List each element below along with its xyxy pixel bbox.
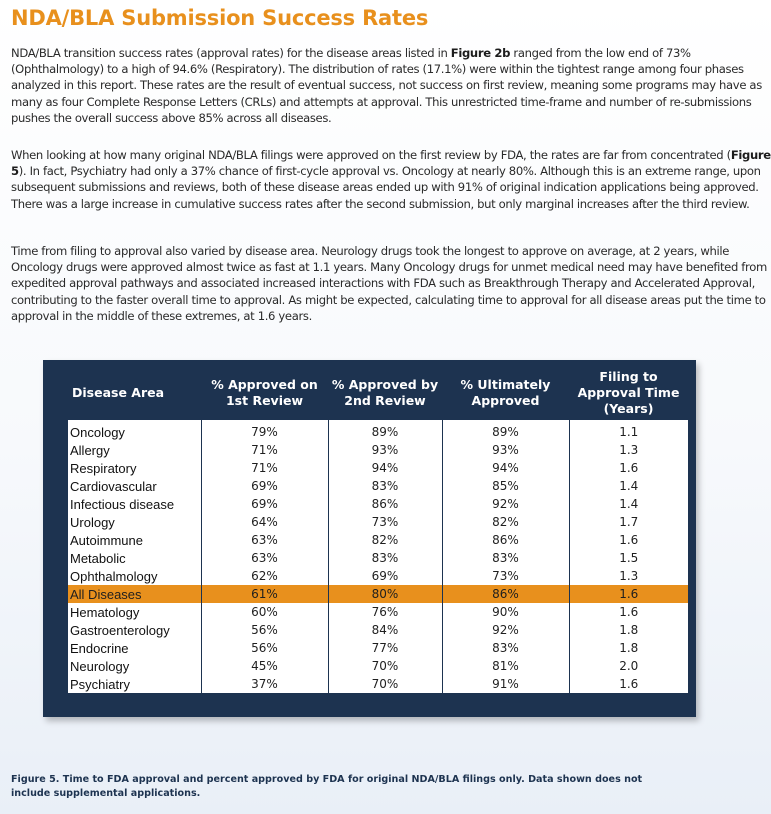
cell-approved-first: 63%	[201, 549, 328, 567]
cell-disease-area: Cardiovascular	[68, 477, 201, 495]
cell-approval-time: 1.4	[569, 495, 688, 513]
paragraph-text: NDA/BLA transition success rates (approval rates) for the disease areas listed in	[11, 46, 451, 60]
cell-approved-second: 77%	[328, 639, 442, 657]
cell-approved-first: 45%	[201, 657, 328, 675]
header-approved-second-review: % Approved by 2nd Review	[328, 365, 442, 420]
table-row	[68, 477, 688, 495]
cell-approval-time: 1.3	[569, 441, 688, 459]
cell-disease-area: Oncology	[68, 420, 201, 441]
cell-approved-first: 71%	[201, 441, 328, 459]
cell-approved-second: 69%	[328, 567, 442, 585]
cell-approved-second: 94%	[328, 459, 442, 477]
table-row	[68, 441, 688, 459]
cell-approval-time: 1.6	[569, 675, 688, 693]
table-row	[68, 603, 688, 621]
table-row	[68, 675, 688, 693]
cell-approved-second: 76%	[328, 603, 442, 621]
cell-ultimately-approved: 85%	[442, 477, 569, 495]
paragraph-text: ). In fact, Psychiatry had only a 37% chance of first-cycle approval vs. Oncology at nearly 80%. Although this is an extreme range, upon subsequent submissions and reviews, both of these disease areas ended up with 91% of original indication applications being approved. There was a large increase in cumulative success rates after the second submission, but only marginal increases after the third review.	[11, 164, 761, 211]
cell-approval-time: 1.5	[569, 549, 688, 567]
table-row	[68, 639, 688, 657]
cell-approval-time: 1.1	[569, 420, 688, 441]
cell-ultimately-approved: 92%	[442, 621, 569, 639]
cell-ultimately-approved: 89%	[442, 420, 569, 441]
cell-approval-time: 1.6	[569, 531, 688, 549]
figure-reference: Figure 2b	[450, 46, 511, 60]
cell-approved-first: 61%	[201, 585, 328, 603]
cell-ultimately-approved: 94%	[442, 459, 569, 477]
cell-disease-area: Neurology	[68, 657, 201, 675]
cell-approved-first: 69%	[201, 477, 328, 495]
paragraph-first-review	[11, 147, 771, 212]
table-row	[68, 549, 688, 567]
cell-approved-second: 84%	[328, 621, 442, 639]
header-disease-area: Disease Area	[68, 365, 201, 420]
figure-reference: Figure 5	[11, 148, 771, 179]
cell-approval-time: 1.6	[569, 585, 688, 603]
cell-ultimately-approved: 73%	[442, 567, 569, 585]
cell-approved-second: 80%	[328, 585, 442, 603]
approval-table	[68, 365, 688, 693]
cell-disease-area: Infectious disease	[68, 495, 201, 513]
cell-approval-time: 1.8	[569, 621, 688, 639]
paragraph-text: When looking at how many original NDA/BLA filings were approved on the first review by FDA, the rates are far from concentrated (	[11, 148, 731, 162]
cell-approved-second: 86%	[328, 495, 442, 513]
cell-approved-first: 71%	[201, 459, 328, 477]
page-title: NDA/BLA Submission Success Rates	[11, 6, 429, 30]
cell-approved-second: 73%	[328, 513, 442, 531]
cell-approved-first: 69%	[201, 495, 328, 513]
cell-ultimately-approved: 92%	[442, 495, 569, 513]
cell-ultimately-approved: 81%	[442, 657, 569, 675]
paragraph-text: Time from filing to approval also varied by disease area. Neurology drugs took the longest to approve on average, at 2 years, while Oncology drugs were approved almost twice as fast at 1.1 years. Many Oncology drugs for unmet medical need may have benefited from expedited approval pathways and associated increased interactions with FDA such as Breakthrough Therapy and Accelerated Approval, contributing to the faster overall time to approval. As might be expected, calculating time to approval for all disease areas put the time to approval in the middle of these extremes, at 1.6 years.	[11, 244, 767, 323]
cell-disease-area: Hematology	[68, 603, 201, 621]
cell-approval-time: 1.3	[569, 567, 688, 585]
cell-disease-area: Metabolic	[68, 549, 201, 567]
cell-approved-first: 64%	[201, 513, 328, 531]
table-row	[68, 420, 688, 441]
cell-ultimately-approved: 86%	[442, 585, 569, 603]
table-row	[68, 621, 688, 639]
cell-approved-first: 62%	[201, 567, 328, 585]
paragraph-text: ranged from the low end of 73% (Ophthalmology) to a high of 94.6% (Respiratory). The distribution of rates (17.1%) were within the tightest range among four phases analyzed in this report. These rates are the result of eventual success, not success on first review, meaning some programs may have as many as four Complete Response Letters (CRLs) and attempts at approval. This unrestricted time-frame and number of re-submissions pushes the overall success above 85% across all diseases.	[11, 46, 762, 125]
table-body	[68, 420, 688, 693]
cell-approved-second: 70%	[328, 657, 442, 675]
table-header-row	[68, 365, 688, 420]
cell-disease-area: Allergy	[68, 441, 201, 459]
cell-disease-area: Gastroenterology	[68, 621, 201, 639]
table-row	[68, 513, 688, 531]
table-row	[68, 495, 688, 513]
cell-approval-time: 2.0	[569, 657, 688, 675]
cell-approved-second: 83%	[328, 477, 442, 495]
cell-approval-time: 1.6	[569, 459, 688, 477]
cell-disease-area: Ophthalmology	[68, 567, 201, 585]
table-panel	[43, 360, 696, 717]
cell-disease-area: Urology	[68, 513, 201, 531]
table-row-highlighted	[68, 585, 688, 603]
cell-ultimately-approved: 83%	[442, 549, 569, 567]
cell-ultimately-approved: 86%	[442, 531, 569, 549]
cell-ultimately-approved: 83%	[442, 639, 569, 657]
cell-ultimately-approved: 91%	[442, 675, 569, 693]
cell-approved-second: 93%	[328, 441, 442, 459]
paragraph-time-to-approval	[11, 243, 771, 324]
cell-approved-second: 83%	[328, 549, 442, 567]
cell-approved-first: 56%	[201, 639, 328, 657]
cell-approved-second: 70%	[328, 675, 442, 693]
cell-disease-area: Respiratory	[68, 459, 201, 477]
table-row	[68, 657, 688, 675]
cell-ultimately-approved: 90%	[442, 603, 569, 621]
cell-ultimately-approved: 93%	[442, 441, 569, 459]
cell-disease-area: Autoimmune	[68, 531, 201, 549]
table-row	[68, 531, 688, 549]
cell-approved-first: 63%	[201, 531, 328, 549]
cell-disease-area: Endocrine	[68, 639, 201, 657]
cell-approved-second: 89%	[328, 420, 442, 441]
paragraph-success-rates	[11, 45, 771, 126]
cell-approved-first: 37%	[201, 675, 328, 693]
cell-approval-time: 1.4	[569, 477, 688, 495]
cell-approval-time: 1.8	[569, 639, 688, 657]
cell-disease-area: Psychiatry	[68, 675, 201, 693]
cell-approved-first: 60%	[201, 603, 328, 621]
header-approval-time: Filing to Approval Time (Years)	[569, 365, 688, 420]
cell-approved-first: 79%	[201, 420, 328, 441]
cell-ultimately-approved: 82%	[442, 513, 569, 531]
table-row	[68, 459, 688, 477]
cell-disease-area: All Diseases	[68, 585, 201, 603]
cell-approved-second: 82%	[328, 531, 442, 549]
header-approved-first-review: % Approved on 1st Review	[201, 365, 328, 420]
figure-caption: Figure 5. Time to FDA approval and percent approved by FDA for original NDA/BLA filings only. Data shown does not include supplemental applications.	[11, 774, 643, 799]
cell-approval-time: 1.6	[569, 603, 688, 621]
cell-approval-time: 1.7	[569, 513, 688, 531]
cell-approved-first: 56%	[201, 621, 328, 639]
header-ultimately-approved: % Ultimately Approved	[442, 365, 569, 420]
table-row	[68, 567, 688, 585]
